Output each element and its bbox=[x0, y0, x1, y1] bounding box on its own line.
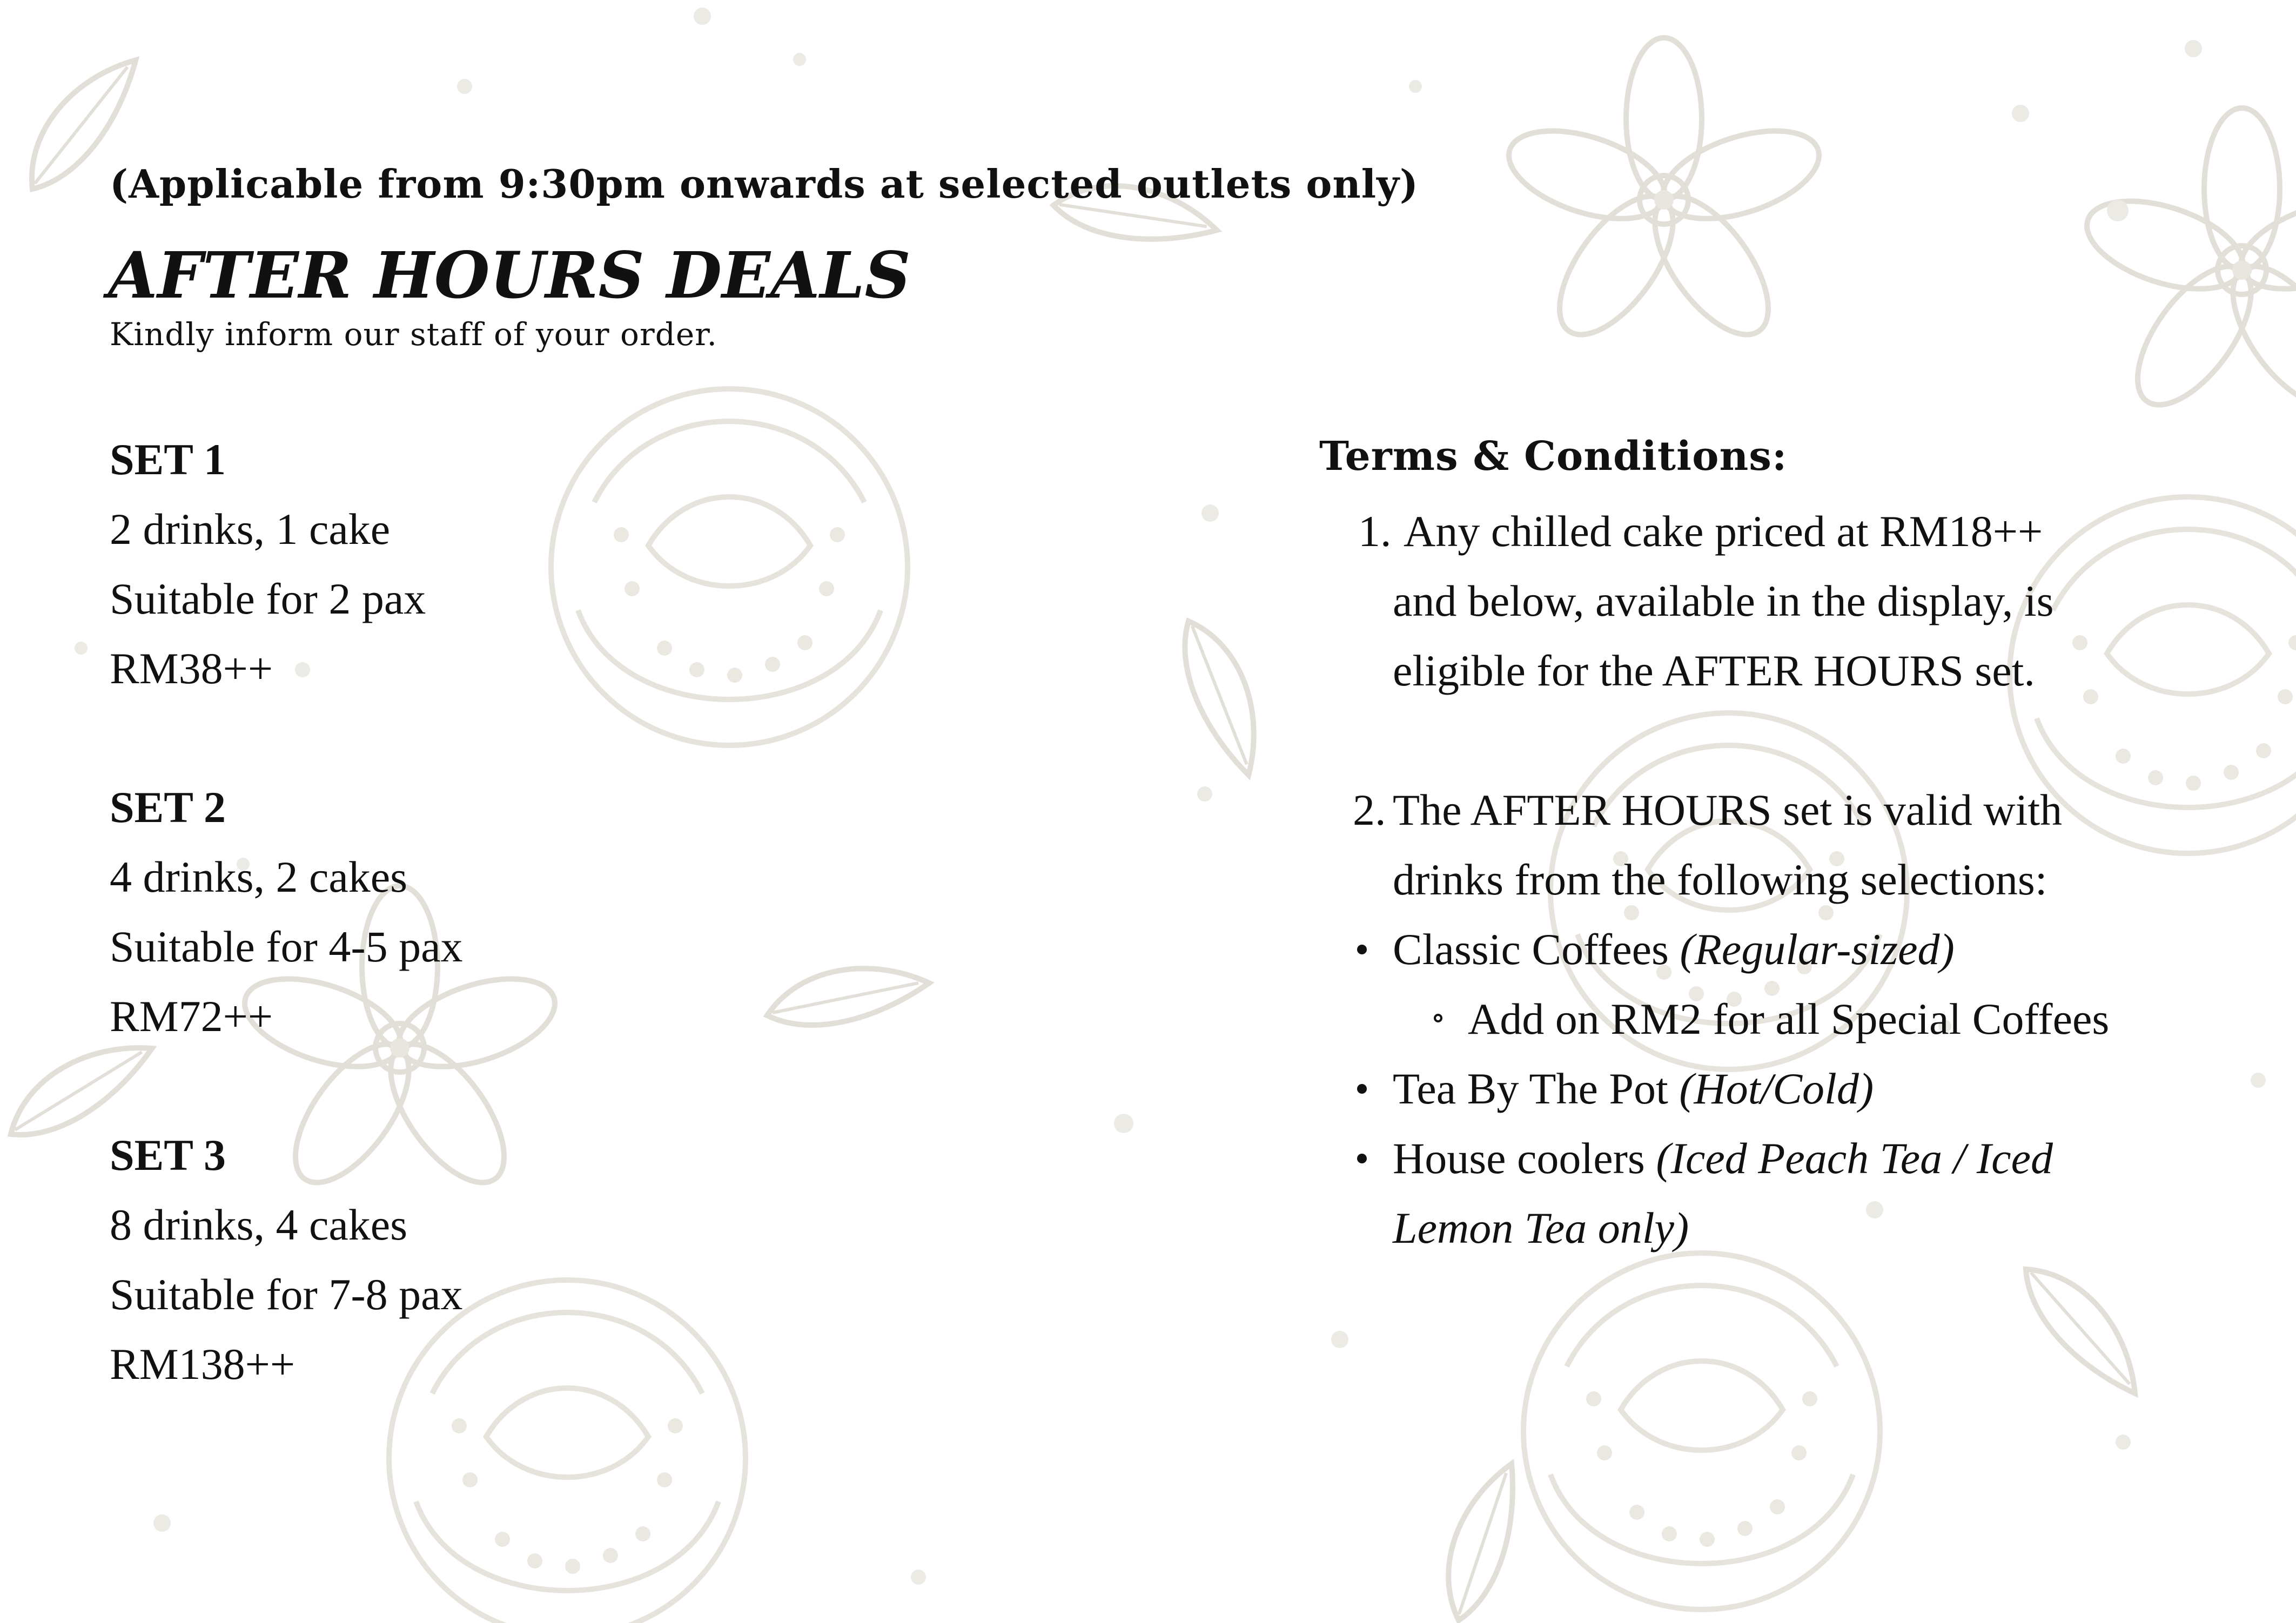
set-price: RM38++ bbox=[110, 644, 273, 693]
bullet-dot-icon bbox=[1357, 1154, 1367, 1163]
terms-and-conditions bbox=[1319, 427, 2265, 1263]
spacer bbox=[1319, 705, 2265, 775]
set-1-block bbox=[110, 425, 426, 703]
bullet-ring-icon bbox=[1434, 1014, 1442, 1022]
option-note: (Iced Peach Tea / Iced bbox=[1656, 1134, 2053, 1183]
availability-notice: (Applicable from 9:30pm onwards at selected outlets only) bbox=[110, 161, 1419, 207]
page-subtitle: Kindly inform our staff of your order. bbox=[110, 316, 717, 353]
set-name: SET 2 bbox=[110, 783, 226, 832]
term-number: 1. bbox=[1358, 507, 1392, 556]
option-note: (Regular-sized) bbox=[1680, 925, 1955, 974]
option-note: Lemon Tea only) bbox=[1393, 1203, 1689, 1252]
option-text: Classic Coffees bbox=[1393, 925, 1669, 974]
set-price: RM72++ bbox=[110, 992, 273, 1041]
set-suitability: Suitable for 7-8 pax bbox=[110, 1270, 463, 1319]
bullet-dot-icon bbox=[1357, 1084, 1367, 1094]
drink-option-special-coffees-addon bbox=[1319, 984, 2265, 1054]
set-suitability: Suitable for 2 pax bbox=[110, 574, 426, 623]
terms-heading: Terms & Conditions: bbox=[1319, 433, 1788, 480]
page-title: AFTER HOURS DEALS bbox=[108, 238, 911, 313]
set-contents: 8 drinks, 4 cakes bbox=[110, 1200, 408, 1249]
set-3-block bbox=[110, 1120, 463, 1399]
term-number: 2. bbox=[1353, 785, 1386, 834]
drink-option-classic-coffees bbox=[1319, 914, 2265, 984]
term-text-line: eligible for the AFTER HOURS set. bbox=[1393, 646, 2035, 695]
term-item-2 bbox=[1319, 775, 2265, 914]
set-name: SET 1 bbox=[110, 435, 226, 484]
term-text-line: Any chilled cake priced at RM18++ bbox=[1404, 507, 2043, 556]
option-text: Tea By The Pot bbox=[1393, 1064, 1668, 1113]
set-2-block bbox=[110, 772, 463, 1051]
set-suitability: Suitable for 4-5 pax bbox=[110, 922, 463, 971]
set-contents: 4 drinks, 2 cakes bbox=[110, 852, 408, 901]
option-text: House coolers bbox=[1393, 1134, 1645, 1183]
term-text-line: drinks from the following selections: bbox=[1393, 855, 2047, 904]
bullet-dot-icon bbox=[1357, 945, 1367, 954]
drink-option-house-coolers bbox=[1319, 1123, 2265, 1263]
term-text-line: The AFTER HOURS set is valid with bbox=[1393, 785, 2063, 834]
term-item-1 bbox=[1319, 496, 2265, 705]
term-text-line: and below, available in the display, is bbox=[1393, 576, 2054, 625]
set-name: SET 3 bbox=[110, 1130, 226, 1180]
set-contents: 2 drinks, 1 cake bbox=[110, 504, 391, 554]
drink-option-tea-by-the-pot bbox=[1319, 1054, 2265, 1123]
option-note: (Hot/Cold) bbox=[1679, 1064, 1874, 1113]
option-text: Add on RM2 for all Special Coffees bbox=[1468, 994, 2110, 1043]
set-price: RM138++ bbox=[110, 1339, 296, 1389]
